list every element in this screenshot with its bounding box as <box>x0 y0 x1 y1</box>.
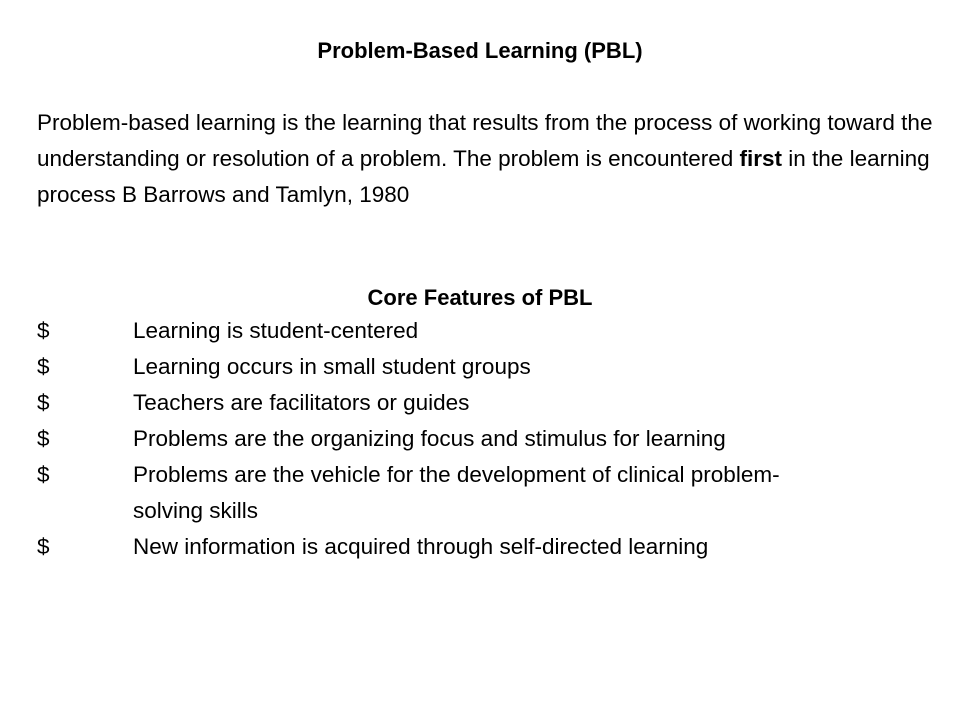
intro-text-part1: Problem-based learning is the learning that results from the process of working toward the understanding or resolution of a problem. The problem is encountered <box>37 110 933 171</box>
list-item <box>37 349 917 385</box>
list-item-text: Problems are the vehicle for the development of clinical problem-solving skills <box>133 462 780 523</box>
list-item-text: Problems are the organizing focus and stimulus for learning <box>133 426 726 451</box>
list-item <box>37 529 917 565</box>
page-title: Problem-Based Learning (PBL) <box>317 38 643 63</box>
bullet-symbol: $ <box>37 390 50 415</box>
bullet-symbol: $ <box>37 426 50 451</box>
bullet-symbol: $ <box>37 354 50 379</box>
bullet-symbol: $ <box>37 318 50 343</box>
list-item <box>37 385 917 421</box>
intro-paragraph <box>37 105 937 213</box>
bullet-symbol: $ <box>37 462 50 487</box>
list-item-text: Learning is student-centered <box>133 318 419 343</box>
list-item <box>37 421 917 457</box>
features-heading: Core Features of PBL <box>367 285 593 310</box>
list-item-text: New information is acquired through self-directed learning <box>133 534 709 559</box>
list-item-text: Teachers are facilitators or guides <box>133 390 470 415</box>
list-item <box>37 313 917 349</box>
features-list <box>37 313 917 565</box>
bullet-symbol: $ <box>37 534 50 559</box>
list-item-text: Learning occurs in small student groups <box>133 354 531 379</box>
intro-text-part2: in the learning process B Barrows and Tamlyn, 1980 <box>37 146 930 207</box>
intro-emphasis: first <box>739 146 783 171</box>
list-item <box>37 457 917 529</box>
